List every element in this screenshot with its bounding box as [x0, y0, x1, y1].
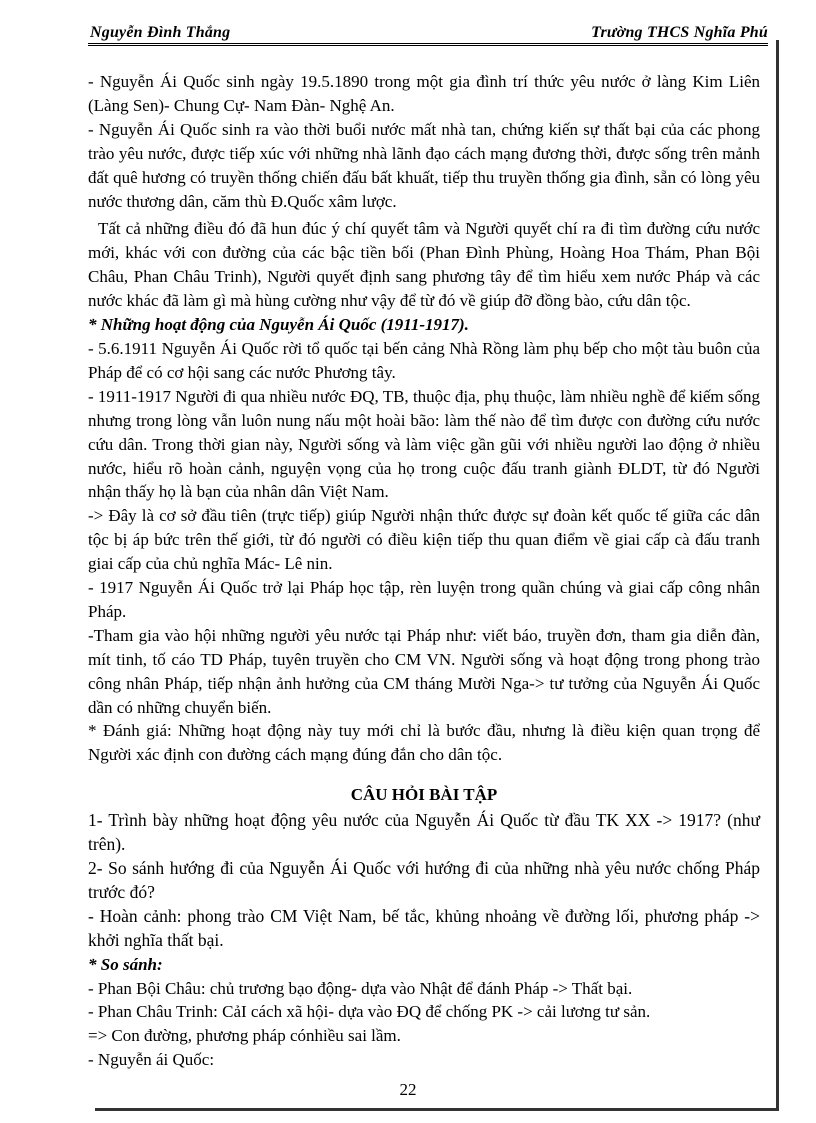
page-header — [88, 24, 768, 46]
paragraph-1911-1917: - 1911-1917 Người đi qua nhiều nước ĐQ, TB, thuộc địa, phụ thuộc, làm nhiều nghề để kiếm sống nhưng trong lòng vẫn luôn nung nấu một hoài bão: làm thế nào để tìm được con đường cứu nước cứu dân. Trong thời gian này, Người sống và làm việc gần gũi với nhiều người lao động ở nhiều nước, hiểu rõ hoàn cảnh, nguyện vọng của họ trong cuộc đấu tranh giành ĐLDT, từ đó Người nhận thấy họ là bạn của nhân dân Việt Nam. — [88, 386, 760, 502]
paragraph-evaluation: * Đánh giá: Những hoạt động này tuy mới chỉ là bước đầu, nhưng là điều kiện quan trọng để Người xác định con đường cách mạng đúng đắn cho dân tộc. — [88, 721, 760, 765]
exercise-nguyen-ai-quoc: - Nguyễn ái Quốc: — [88, 1050, 215, 1070]
exercise-context: - Hoàn cảnh: phong trào CM Việt Nam, bế tắc, khủng nhoảng về đường lối, phương pháp -> khởi nghĩa thất bại. — [88, 905, 760, 950]
page-border-right — [776, 40, 779, 1110]
main-content — [88, 70, 760, 1072]
page-number: 22 — [399, 1080, 417, 1099]
paragraph-decision: Tất cả những điều đó đã hun đúc ý chí quyết tâm và Người quyết chí ra đi tìm đường cứu nước mới, khác với con đường của các bậc tiền bối (Phan Đình Phùng, Hoàng Hoa Thám, Phan Bội Châu, Phan Châu Trinh), Người quyết định sang phương tây để tìm hiểu xem nước Pháp và các nước khác đã làm gì mà hùng cường như vậy để từ đó về giúp đỡ đồng bào, cứu dân tộc. — [88, 219, 760, 311]
paragraph-participation: -Tham gia vào hội những người yêu nước tại Pháp như: viết báo, truyền đơn, tham gia diễn đàn, mít tinh, tố cáo TD Pháp, tuyên truyền cho CM VN. Người sống và hoạt động trong phong trào công nhân Pháp, tiếp nhận ảnh hưởng của CM tháng Mười Nga-> tư tưởng của Nguyễn Ái Quốc dần có những chuyển biến. — [88, 625, 760, 717]
paragraph-background: - Nguyễn Ái Quốc sinh ra vào thời buổi nước mất nhà tan, chứng kiến sự thất bại của các phong trào yêu nước, được tiếp xúc với những nhà lãnh đạo cách mạng đương thời, được sống trên mảnh đất quê hương có truyền thống chiến đấu bất khuất, tiếp thu truyền thống gia đình, sẵn có lòng yêu nước thương dân, căm thù Đ.Quốc xâm lược. — [88, 119, 760, 211]
header-rule — [88, 43, 768, 46]
exercise-title: CÂU HỎI BÀI TẬP — [350, 785, 498, 805]
paragraph-basis: -> Đây là cơ sở đầu tiên (trực tiếp) giúp Người nhận thức được sự đoàn kết quốc tế giữa các dân tộc bị áp bức trên thế giới, từ đó người có điều kiện tiếp thu quan điểm về giai cấp cà đấu tranh giai cấp của chủ nghĩa Mác- Lê nin. — [88, 506, 760, 574]
exercise-question-2: 2- So sánh hướng đi của Nguyễn Ái Quốc với hướng đi của những nhà yêu nước chống Pháp trước đó? — [88, 858, 760, 902]
paragraph-birth: - Nguyễn Ái Quốc sinh ngày 19.5.1890 trong một gia đình trí thức yêu nước ở làng Kim Liên (Làng Sen)- Chung Cự- Nam Đàn- Nghệ An. — [88, 72, 760, 115]
header-school: Trường THCS Nghĩa Phú — [591, 24, 768, 41]
section-heading-activities: * Những hoạt động của Nguyễn Ái Quốc (1911-1917). — [88, 315, 469, 335]
exercise-phan-boi-chau: - Phan Bội Châu: chủ trương bạo động- dựa vào Nhật để đánh Pháp -> Thất bại. — [88, 978, 633, 998]
exercise-question-1: 1- Trình bày những hoạt động yêu nước của Nguyễn Ái Quốc từ đầu TK XX -> 1917? (như trên). — [88, 810, 760, 855]
exercise-phan-chau-trinh: - Phan Châu Trinh: CảI cách xã hội- dựa vào ĐQ để chống PK -> cải lương tư sản. — [88, 1002, 651, 1022]
page-border-bottom — [95, 1108, 779, 1111]
header-author: Nguyễn Đình Thắng — [90, 24, 231, 41]
paragraph-1911: - 5.6.1911 Nguyễn Ái Quốc rời tổ quốc tại bến cảng Nhà Rồng làm phụ bếp cho một tàu buôn của Pháp để có cơ hội sang các nước Phương tây. — [88, 338, 760, 382]
paragraph-1917: - 1917 Nguyễn Ái Quốc trở lại Pháp học tập, rèn luyện trong quần chúng và giai cấp công nhân Pháp. — [88, 578, 760, 621]
exercise-compare-heading: * So sánh: — [88, 954, 163, 974]
exercise-conclusion: => Con đường, phương pháp cónhiều sai lầm. — [88, 1026, 401, 1046]
